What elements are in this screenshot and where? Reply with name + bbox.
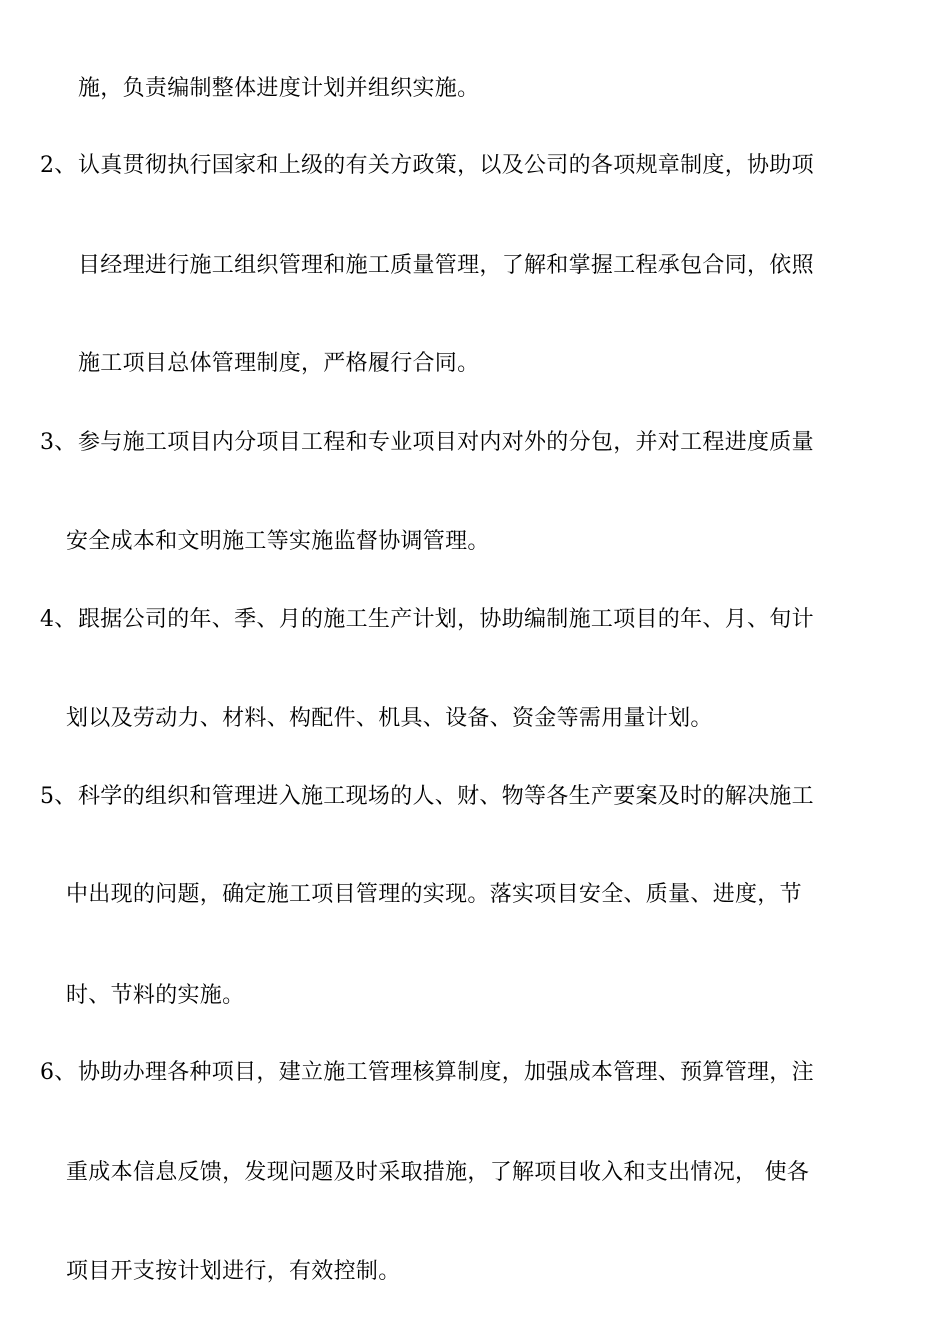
item-text: 跟据公司的年、季、月的施工生产计划，协助编制施工项目的年、月、旬计 (78, 607, 814, 632)
item-number: 5、 (40, 784, 77, 809)
item-number: 6、 (40, 1060, 77, 1085)
item-number: 2、 (40, 153, 77, 178)
item-text: 科学的组织和管理进入施工现场的人、财、物等各生产要案及时的解决施工 (78, 784, 814, 809)
list-item-3-line-2: 安全成本和文明施工等实施监督协调管理。 (66, 529, 490, 554)
item-number: 3、 (40, 430, 77, 455)
list-item-6-line-3: 项目开支按计划进行，有效控制。 (66, 1259, 401, 1284)
item-text: 认真贯彻执行国家和上级的有关方政策，以及公司的各项规章制度，协助项 (78, 153, 814, 178)
list-item-2-line-3: 施工项目总体管理制度，严格履行合同。 (78, 351, 480, 376)
list-item-5-line-2: 中出现的问题，确定施工项目管理的实现。落实项目安全、质量、进度，节 (66, 882, 802, 907)
item-text: 协助办理各种项目，建立施工管理核算制度，加强成本管理、预算管理，注 (78, 1060, 814, 1085)
list-item-5-line-1 (40, 784, 814, 810)
continuation-line: 施，负责编制整体进度计划并组织实施。 (78, 76, 480, 101)
list-item-6-line-1 (40, 1060, 814, 1086)
list-item-5-line-3: 时、节料的实施。 (66, 983, 245, 1008)
list-item-3-line-1 (40, 430, 814, 456)
list-item-4-line-2: 划以及劳动力、材料、构配件、机具、设备、资金等需用量计划。 (66, 706, 713, 731)
item-text: 参与施工项目内分项目工程和专业项目对内对外的分包，并对工程进度质量 (78, 430, 814, 455)
list-item-2-line-1 (40, 153, 814, 179)
list-item-4-line-1 (40, 607, 814, 633)
list-item-6-line-2: 重成本信息反馈，发现问题及时采取措施，了解项目收入和支出情况， 使各 (66, 1160, 810, 1185)
item-number: 4、 (40, 607, 77, 632)
list-item-2-line-2: 目经理进行施工组织管理和施工质量管理，了解和掌握工程承包合同，依照 (78, 253, 814, 278)
